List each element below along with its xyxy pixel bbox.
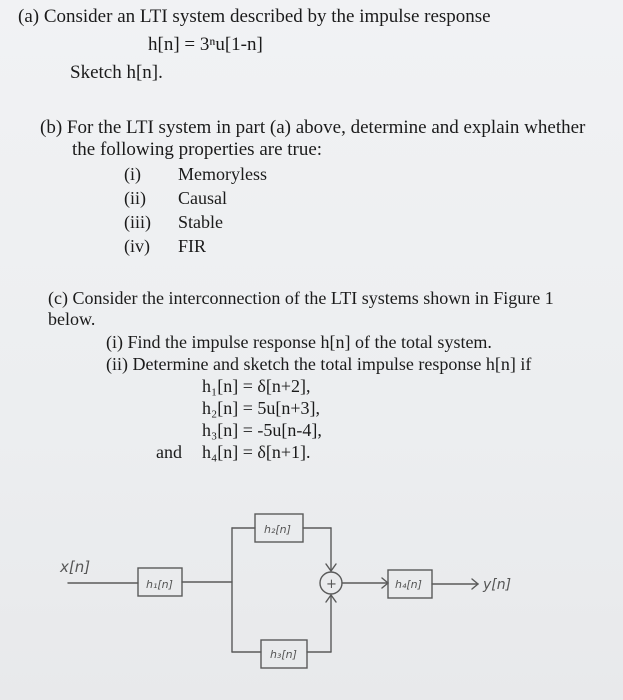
equation-h2: h₂[n] = 5u[n+3], bbox=[202, 398, 321, 418]
property-stable: Stable bbox=[178, 212, 223, 232]
h1-label: h₁[n] bbox=[146, 578, 173, 591]
property-causal: Causal bbox=[178, 188, 227, 208]
part-a-sketch-instruction: Sketch h[n]. bbox=[70, 62, 163, 83]
part-a-intro: (a) Consider an LTI system described by the impulse response bbox=[18, 6, 491, 27]
property-fir: FIR bbox=[178, 236, 207, 256]
h2-label: h₂[n] bbox=[264, 523, 291, 536]
h4-label: h₄[n] bbox=[395, 578, 422, 591]
sum-symbol: + bbox=[326, 577, 337, 592]
property-number: (i) bbox=[124, 164, 141, 184]
equation-h1: h₁[n] = δ[n+2], bbox=[202, 376, 311, 396]
part-b-intro: (b) For the LTI system in part (a) above, determine and explain whether bbox=[40, 117, 586, 138]
equation-h3: h₃[n] = -5u[n-4], bbox=[202, 420, 322, 440]
equation-h4: h₄[n] = δ[n+1]. bbox=[202, 442, 311, 462]
part-c-question-1: (i) Find the impulse response h[n] of the total system. bbox=[106, 332, 492, 352]
property-memoryless: Memoryless bbox=[178, 164, 267, 184]
h3-label: h₃[n] bbox=[270, 648, 297, 661]
part-c-question-2: (ii) Determine and sketch the total impulse response h[n] if bbox=[106, 354, 532, 374]
part-c-intro-cont: below. bbox=[48, 309, 96, 329]
property-number: (ii) bbox=[124, 188, 146, 208]
block-diagram bbox=[0, 490, 623, 700]
property-number: (iv) bbox=[124, 236, 150, 256]
part-c-intro: (c) Consider the interconnection of the LTI systems shown in Figure 1 bbox=[48, 288, 554, 308]
property-number: (iii) bbox=[124, 212, 151, 232]
and-word: and bbox=[156, 442, 182, 462]
part-a-equation: h[n] = 3ⁿu[1-n] bbox=[148, 34, 263, 55]
part-b-subintro: the following properties are true: bbox=[72, 139, 323, 160]
input-label: x[n] bbox=[60, 558, 91, 576]
output-label: y[n] bbox=[483, 577, 512, 593]
